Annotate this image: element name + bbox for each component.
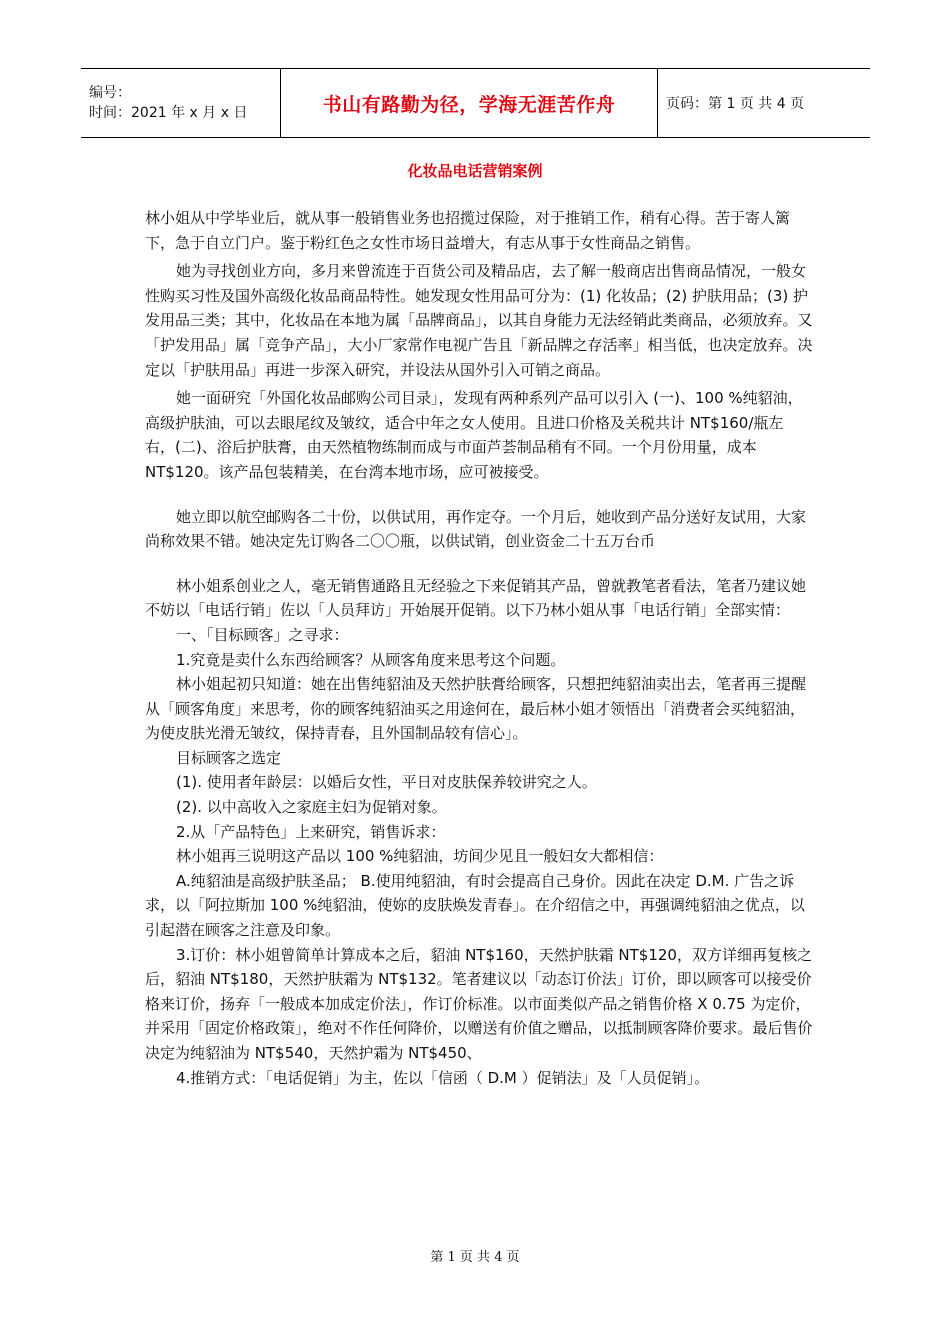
code-label: 编号： bbox=[89, 85, 131, 101]
subheading: 目标顾客之选定 bbox=[176, 748, 282, 767]
header-meta bbox=[81, 69, 281, 137]
page-header bbox=[81, 68, 870, 138]
list-item: (2). 以中高收入之家庭主妇为促销对象。 bbox=[176, 798, 447, 817]
header-page-info: 页码：第 1 页 共 4 页 bbox=[666, 96, 805, 112]
list-item: 2.从「产品特色」上来研究，销售诉求： bbox=[176, 822, 446, 841]
paragraph: 她立即以航空邮购各二十份，以供试用，再作定夺。一个月后，她收到产品分送好友试用，大家尚称效果不错。她决定先订购各二〇〇瓶，以供试销，创业资金二十五万台币 bbox=[145, 507, 807, 551]
paragraph: A.纯貂油是高级护肤圣品； B.使用纯貂油，有时会提高自己身价。因此在决定 D.M. 广告之诉求，以「阿拉斯加 100 %纯貂油，使妳的皮肤焕发青春」。在介绍信之中，再强调纯貂油之优点，以引起潜在顾客之注意及印象。 bbox=[145, 871, 805, 940]
paragraph: 4.推销方式：「电话促销」为主，佐以「信函（ D.M ）促销法」及「人员促销」。 bbox=[176, 1068, 710, 1087]
paragraph: 林小姐再三说明这产品以 100 %纯貂油，坊间少见且一般妇女大都相信： bbox=[176, 847, 664, 866]
paragraph: 林小姐起初只知道：她在出售纯貂油及天然护肤膏给顾客，只想把纯貂油卖出去，笔者再三提醒从「顾客角度」来思考，你的顾客纯貂油买之用途何在，最后林小姐才领悟出「消费者会买纯貂油，为使皮肤光滑无皱纹，保持青春，且外国制品较有信心」。 bbox=[145, 675, 807, 743]
list-item: (1). 使用者年龄层：以婚后女性，平日对皮肤保养较讲究之人。 bbox=[176, 773, 597, 792]
paragraph: 林小姐从中学毕业后，就从事一般销售业务也招揽过保险，对于推销工作，稍有心得。苦于寄人篱下，急于自立门户。鉴于粉红色之女性市场日益增大，有志从事于女性商品之销售。 bbox=[145, 209, 791, 252]
header-motto: 书山有路勤为径，学海无涯苦作舟 bbox=[281, 69, 658, 137]
date-label: 时间：2021 年 x 月 x 日 bbox=[89, 105, 248, 121]
paragraph: 林小姐系创业之人，毫无销售通路且无经验之下来促销其产品，曾就教笔者看法，笔者乃建议她不妨以「电话行销」佐以「人员拜访」开始展开促销。以下乃林小姐从事「电话行销」全部实情： bbox=[145, 576, 807, 620]
document-body bbox=[145, 206, 813, 1090]
section-heading: 一、「目标顾客」之寻求： bbox=[176, 625, 349, 644]
paragraph: 她为寻找创业方向，多月来曾流连于百货公司及精品店，去了解一般商店出售商品情况，一般女性购买习性及国外高级化妆品商品特性。她发现女性用品可分为：(1) 化妆品；(2) 护肤用品；(3) 护发用品三类；其中，化妆品在本地为属「品牌商品」，以其自身能力无法经销此类商品，必须放弃。又「护发用品」属「竞争产品」，大小厂家常作电视广告且「新品牌之存活率」相当低，也决定放弃。决定以「护肤用品」再进一步深入研究，并设法从国外引入可销之商品。 bbox=[145, 262, 813, 379]
page-footer: 第 1 页 共 4 页 bbox=[430, 1250, 520, 1265]
list-item: 1.究竟是卖什么东西给顾客？从顾客角度来思考这个问题。 bbox=[176, 650, 566, 669]
paragraph: 3.订价：林小姐曾简单计算成本之后，貂油 NT$160，天然护肤霜 NT$120，双方详细再复核之后，貂油 NT$180，天然护肤霜为 NT$132。笔者建议以「动态订价法」订价，即以顾客可以接受价格来订价，扬弃「一般成本加成定价法」，作订价标准。以市面类似产品之销售价格 X 0.75 为定价，并采用「固定价格政策」，绝对不作任何降价，以赠送有价值之赠品，以抵制顾客降价要求。最后售价决定为纯貂油为 NT$540，天然护霜为 NT$450、 bbox=[145, 945, 813, 1062]
paragraph: 她一面研究「外国化妆品邮购公司目录」，发现有两种系列产品可以引入 (一)、100 %纯貂油，高级护肤油，可以去眼尾纹及皱纹，适合中年之女人使用。且进口价格及关税共计 NT$160/瓶左右，(二)、浴后护肤膏，由天然植物练制而成与市面芦荟制品稍有不同。一个月份用量，成本 NT$120。该产品包装精美，在台湾本地市场，应可被接受。 bbox=[145, 389, 803, 481]
document-title: 化妆品电话营销案例 bbox=[407, 162, 543, 180]
